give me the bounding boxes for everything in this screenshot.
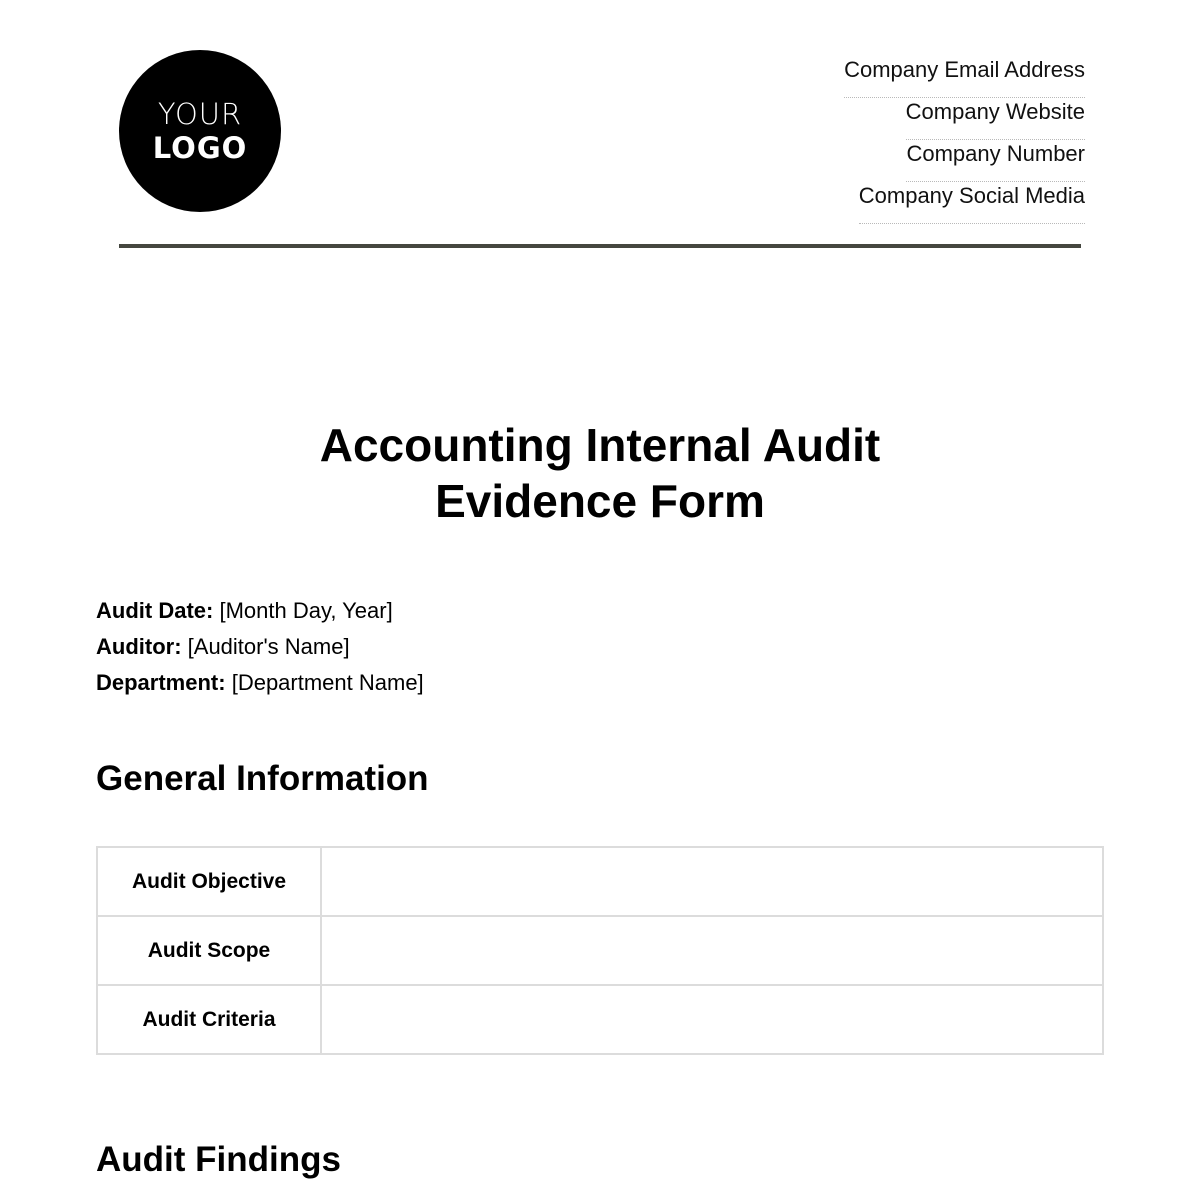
company-number [906,139,1085,181]
company-website-text: Company Website [906,98,1085,140]
document-title-line-1: Accounting Internal Audit [319,419,881,471]
audit-date-value: [Month Day, Year] [219,598,393,623]
auditor-label: Auditor: [96,634,182,659]
audit-date-label: Audit Date: [96,598,214,623]
audit-objective-label: Audit Objective [97,847,321,916]
general-information-table [96,846,1104,1055]
audit-scope-label: Audit Scope [97,916,321,985]
document-title-line-2: Evidence Form [435,475,765,527]
table-row [97,847,1103,916]
audit-objective-value[interactable] [321,847,1103,916]
company-website [906,97,1085,139]
auditor-value: [Auditor's Name] [187,634,350,659]
department-label: Department: [96,670,226,695]
audit-criteria-value[interactable] [321,985,1103,1054]
logo-line-2: LOGO [152,130,248,165]
table-row [97,985,1103,1054]
company-logo [119,50,281,212]
auditor-line [96,629,424,665]
audit-meta [96,593,424,701]
company-email [844,55,1085,97]
general-information-heading: General Information [96,759,429,798]
audit-scope-value[interactable] [321,916,1103,985]
company-social-media-text: Company Social Media [859,182,1085,224]
audit-date-line [96,593,424,629]
department-value: [Department Name] [231,670,424,695]
audit-criteria-label: Audit Criteria [97,985,321,1054]
logo-line-1: YOUR [157,96,243,131]
company-email-text: Company Email Address [844,56,1085,98]
table-row [97,916,1103,985]
company-social-media [859,181,1085,223]
document-title [0,417,1200,529]
company-contact-block [844,55,1085,223]
audit-findings-heading: Audit Findings [96,1140,341,1179]
department-line [96,665,424,701]
company-number-text: Company Number [906,140,1085,182]
header-divider [119,244,1081,248]
